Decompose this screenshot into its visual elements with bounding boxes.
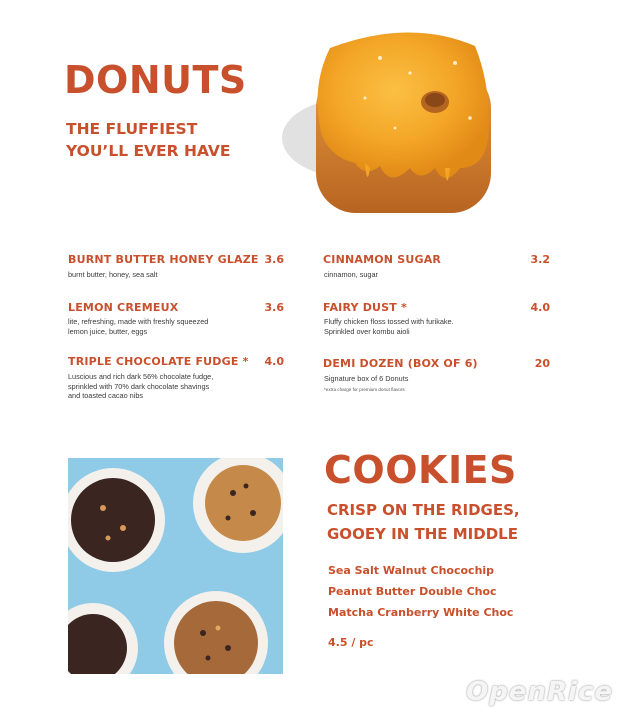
- menu-item-desc: [324, 317, 454, 336]
- cookies-subtitle: [327, 498, 520, 546]
- desc-line: sprinkled with 70% dark chocolate shavings: [68, 381, 210, 391]
- menu-item-price: 4.0: [530, 301, 550, 314]
- cookies-illustration: [68, 458, 283, 674]
- desc-line: Signature box of 6 Donuts: [324, 374, 409, 383]
- menu-item-desc: [324, 374, 408, 384]
- menu-item-name: DEMI DOZEN (BOX OF 6): [323, 357, 478, 370]
- openrice-watermark: OpenRice: [466, 677, 613, 707]
- cookies-photo: [68, 458, 283, 674]
- menu-item-name: TRIPLE CHOCOLATE FUDGE *: [68, 355, 249, 368]
- menu-item-price: 4.0: [264, 355, 284, 368]
- donut-photo: [270, 18, 500, 228]
- donuts-subtitle-line2: YOU’LL EVER HAVE: [66, 142, 231, 160]
- cookies-subtitle-line2: GOOEY IN THE MIDDLE: [327, 525, 518, 543]
- desc-line: Fluffy chicken floss tossed with furikake.: [324, 317, 454, 326]
- desc-line: Luscious and rich dark 56% chocolate fudge,: [68, 372, 214, 381]
- desc-line: lite, refreshing, made with freshly squeezed: [68, 317, 209, 326]
- menu-item-name: CINNAMON SUGAR: [323, 253, 442, 266]
- cookie-item: Sea Salt Walnut Chocochip: [328, 564, 495, 577]
- donuts-subtitle: [66, 118, 230, 162]
- menu-item-name: FAIRY DUST *: [323, 301, 407, 314]
- menu-item-desc: [68, 270, 158, 280]
- menu-item-desc: [68, 317, 208, 336]
- cookie-price: 4.5 / pc: [328, 636, 374, 649]
- donuts-title: DONUTS: [64, 58, 247, 102]
- menu-item-name: LEMON CREMEUX: [68, 301, 179, 314]
- menu-item-price: 3.2: [530, 253, 550, 266]
- desc-line: and toasted cacao nibs: [68, 391, 144, 400]
- menu-item-desc: [324, 270, 378, 280]
- chocolate-cookie: [71, 478, 155, 562]
- desc-line: Sprinkled over kombu aioli: [324, 326, 410, 336]
- cookies-subtitle-line1: CRISP ON THE RIDGES,: [327, 501, 520, 519]
- cookie-item: Matcha Cranberry White Choc: [328, 606, 514, 619]
- desc-line: lemon juice, butter, eggs: [68, 326, 148, 336]
- menu-item-name: BURNT BUTTER HONEY GLAZE: [68, 253, 259, 266]
- menu-item-price: 3.6: [264, 253, 284, 266]
- cookies-title: COOKIES: [324, 448, 517, 492]
- donut-glaze: [318, 32, 489, 178]
- cookie-item: Peanut Butter Double Choc: [328, 585, 497, 598]
- menu-item-desc: [68, 372, 213, 401]
- chocochip-cookie: [205, 465, 281, 541]
- menu-item-price: 3.6: [264, 301, 284, 314]
- desc-line: burnt butter, honey, sea salt: [68, 270, 158, 279]
- premium-note: *extra charge for premium donut flavors: [324, 387, 405, 392]
- desc-line: cinnamon, sugar: [324, 270, 378, 279]
- menu-item-price: 20: [534, 357, 550, 370]
- donuts-subtitle-line1: THE FLUFFIEST: [66, 120, 198, 138]
